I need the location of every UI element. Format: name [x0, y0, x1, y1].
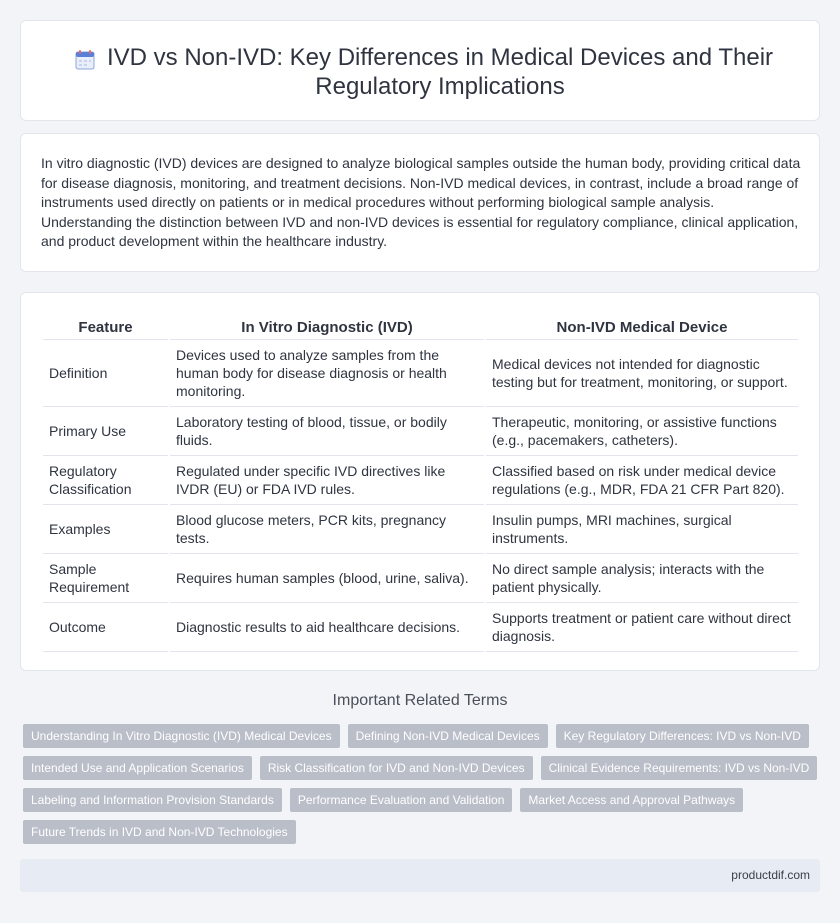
intro-text: In vitro diagnostic (IVD) devices are designed to analyze biological samples outside the human body, providing critical data for disease diagnosis, monitoring, and treatment decisions. Non-IVD medical devices, in contrast, include a broad range of instruments used directly on patients or in medical procedures without performing biological sample analysis. Understanding the distinction between IVD and non-IVD devices is essential for regulatory compliance, clinical application, and product development within the healthcare industry.	[41, 155, 801, 250]
table-row	[43, 554, 798, 603]
related-term-tag[interactable]: Market Access and Approval Pathways	[520, 788, 743, 812]
footer	[20, 859, 820, 892]
row-feature: Outcome	[43, 603, 168, 652]
related-terms-heading: Important Related Terms	[332, 692, 508, 709]
row-ivd: Regulated under specific IVD directives like IVDR (EU) or FDA IVD rules.	[170, 456, 484, 505]
table-row	[43, 340, 798, 407]
title-card	[20, 20, 820, 121]
row-ivd: Devices used to analyze samples from the human body for disease diagnosis or health monitoring.	[170, 340, 484, 407]
related-term-tag[interactable]: Key Regulatory Differences: IVD vs Non-IVD	[556, 724, 809, 748]
related-term-tag[interactable]: Performance Evaluation and Validation	[290, 788, 513, 812]
comparison-table	[41, 315, 800, 652]
table-row	[43, 505, 798, 554]
related-term-tag[interactable]: Labeling and Information Provision Standards	[23, 788, 282, 812]
row-ivd: Diagnostic results to aid healthcare decisions.	[170, 603, 484, 652]
row-feature: Regulatory Classification	[43, 456, 168, 505]
page-title: IVD vs Non-IVD: Key Differences in Medical Devices and Their Regulatory Implications	[106, 44, 774, 100]
comparison-card	[20, 292, 820, 671]
header-ivd: In Vitro Diagnostic (IVD)	[170, 315, 484, 340]
row-feature: Definition	[43, 340, 168, 407]
table-row	[43, 407, 798, 456]
related-term-tag[interactable]: Defining Non-IVD Medical Devices	[348, 724, 548, 748]
row-ivd: Laboratory testing of blood, tissue, or bodily fluids.	[170, 407, 484, 456]
row-ivd: Blood glucose meters, PCR kits, pregnancy tests.	[170, 505, 484, 554]
header-feature: Feature	[43, 315, 168, 340]
related-term-tag[interactable]: Intended Use and Application Scenarios	[23, 756, 252, 780]
intro-card	[20, 133, 820, 272]
row-ivd: Requires human samples (blood, urine, saliva).	[170, 554, 484, 603]
row-non-ivd: Supports treatment or patient care without direct diagnosis.	[486, 603, 798, 652]
row-feature: Primary Use	[43, 407, 168, 456]
related-term-tag[interactable]: Clinical Evidence Requirements: IVD vs Non-IVD	[541, 756, 818, 780]
table-row	[43, 603, 798, 652]
table-header-row	[43, 315, 798, 340]
related-term-tag[interactable]: Future Trends in IVD and Non-IVD Technologies	[23, 820, 296, 844]
row-non-ivd: Insulin pumps, MRI machines, surgical instruments.	[486, 505, 798, 554]
related-term-tag[interactable]: Risk Classification for IVD and Non-IVD Devices	[260, 756, 533, 780]
related-term-tag[interactable]: Understanding In Vitro Diagnostic (IVD) Medical Devices	[23, 724, 340, 748]
row-non-ivd: Therapeutic, monitoring, or assistive functions (e.g., pacemakers, catheters).	[486, 407, 798, 456]
row-feature: Examples	[43, 505, 168, 554]
row-non-ivd: Medical devices not intended for diagnostic testing but for treatment, monitoring, or support.	[486, 340, 798, 407]
footer-site-link[interactable]: productdif.com	[731, 868, 810, 882]
header-non-ivd: Non-IVD Medical Device	[486, 315, 798, 340]
table-row	[43, 456, 798, 505]
row-feature: Sample Requirement	[43, 554, 168, 603]
related-terms-list	[23, 724, 823, 844]
row-non-ivd: Classified based on risk under medical device regulations (e.g., MDR, FDA 21 CFR Part 820).	[486, 456, 798, 505]
row-non-ivd: No direct sample analysis; interacts with the patient physically.	[486, 554, 798, 603]
